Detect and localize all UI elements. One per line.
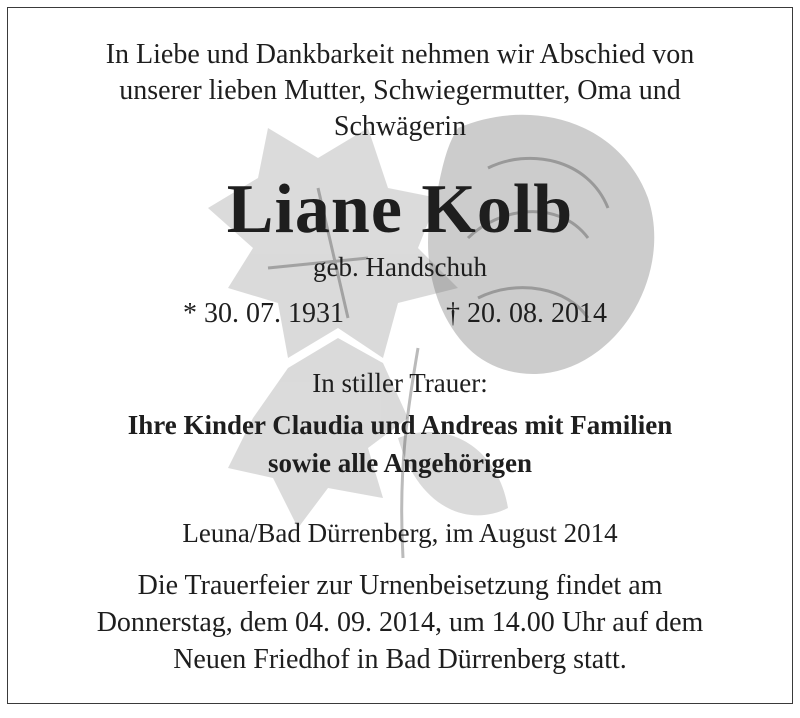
- death-date: † 20. 08. 2014: [446, 298, 607, 329]
- place-date: Leuna/Bad Dürrenberg, im August 2014: [182, 518, 618, 548]
- birth-date: * 30. 07. 1931: [183, 298, 344, 329]
- intro-line-1: In Liebe und Dankbarkeit nehmen wir Abschied von: [105, 39, 695, 70]
- ceremony-line-1: Die Trauerfeier zur Urnenbeisetzung findet am: [137, 570, 663, 601]
- obituary-notice: [7, 7, 793, 704]
- intro-line-3: Schwägerin: [333, 111, 467, 142]
- ceremony-line-3: Neuen Friedhof in Bad Dürrenberg statt.: [173, 644, 627, 675]
- family-line-2: sowie alle Angehörigen: [268, 448, 532, 478]
- family-line-1: Ihre Kinder Claudia und Andreas mit Familien: [127, 410, 673, 440]
- birth-name: geb. Handschuh: [313, 252, 487, 282]
- ceremony-line-2: Donnerstag, dem 04. 09. 2014, um 14.00 Uhr auf dem: [96, 607, 704, 638]
- life-dates: [8, 298, 792, 338]
- deceased-name: Liane Kolb: [226, 171, 574, 248]
- intro-line-2: unserer lieben Mutter, Schwiegermutter, Oma und: [119, 75, 681, 106]
- mourning-label: In stiller Trauer:: [312, 368, 488, 398]
